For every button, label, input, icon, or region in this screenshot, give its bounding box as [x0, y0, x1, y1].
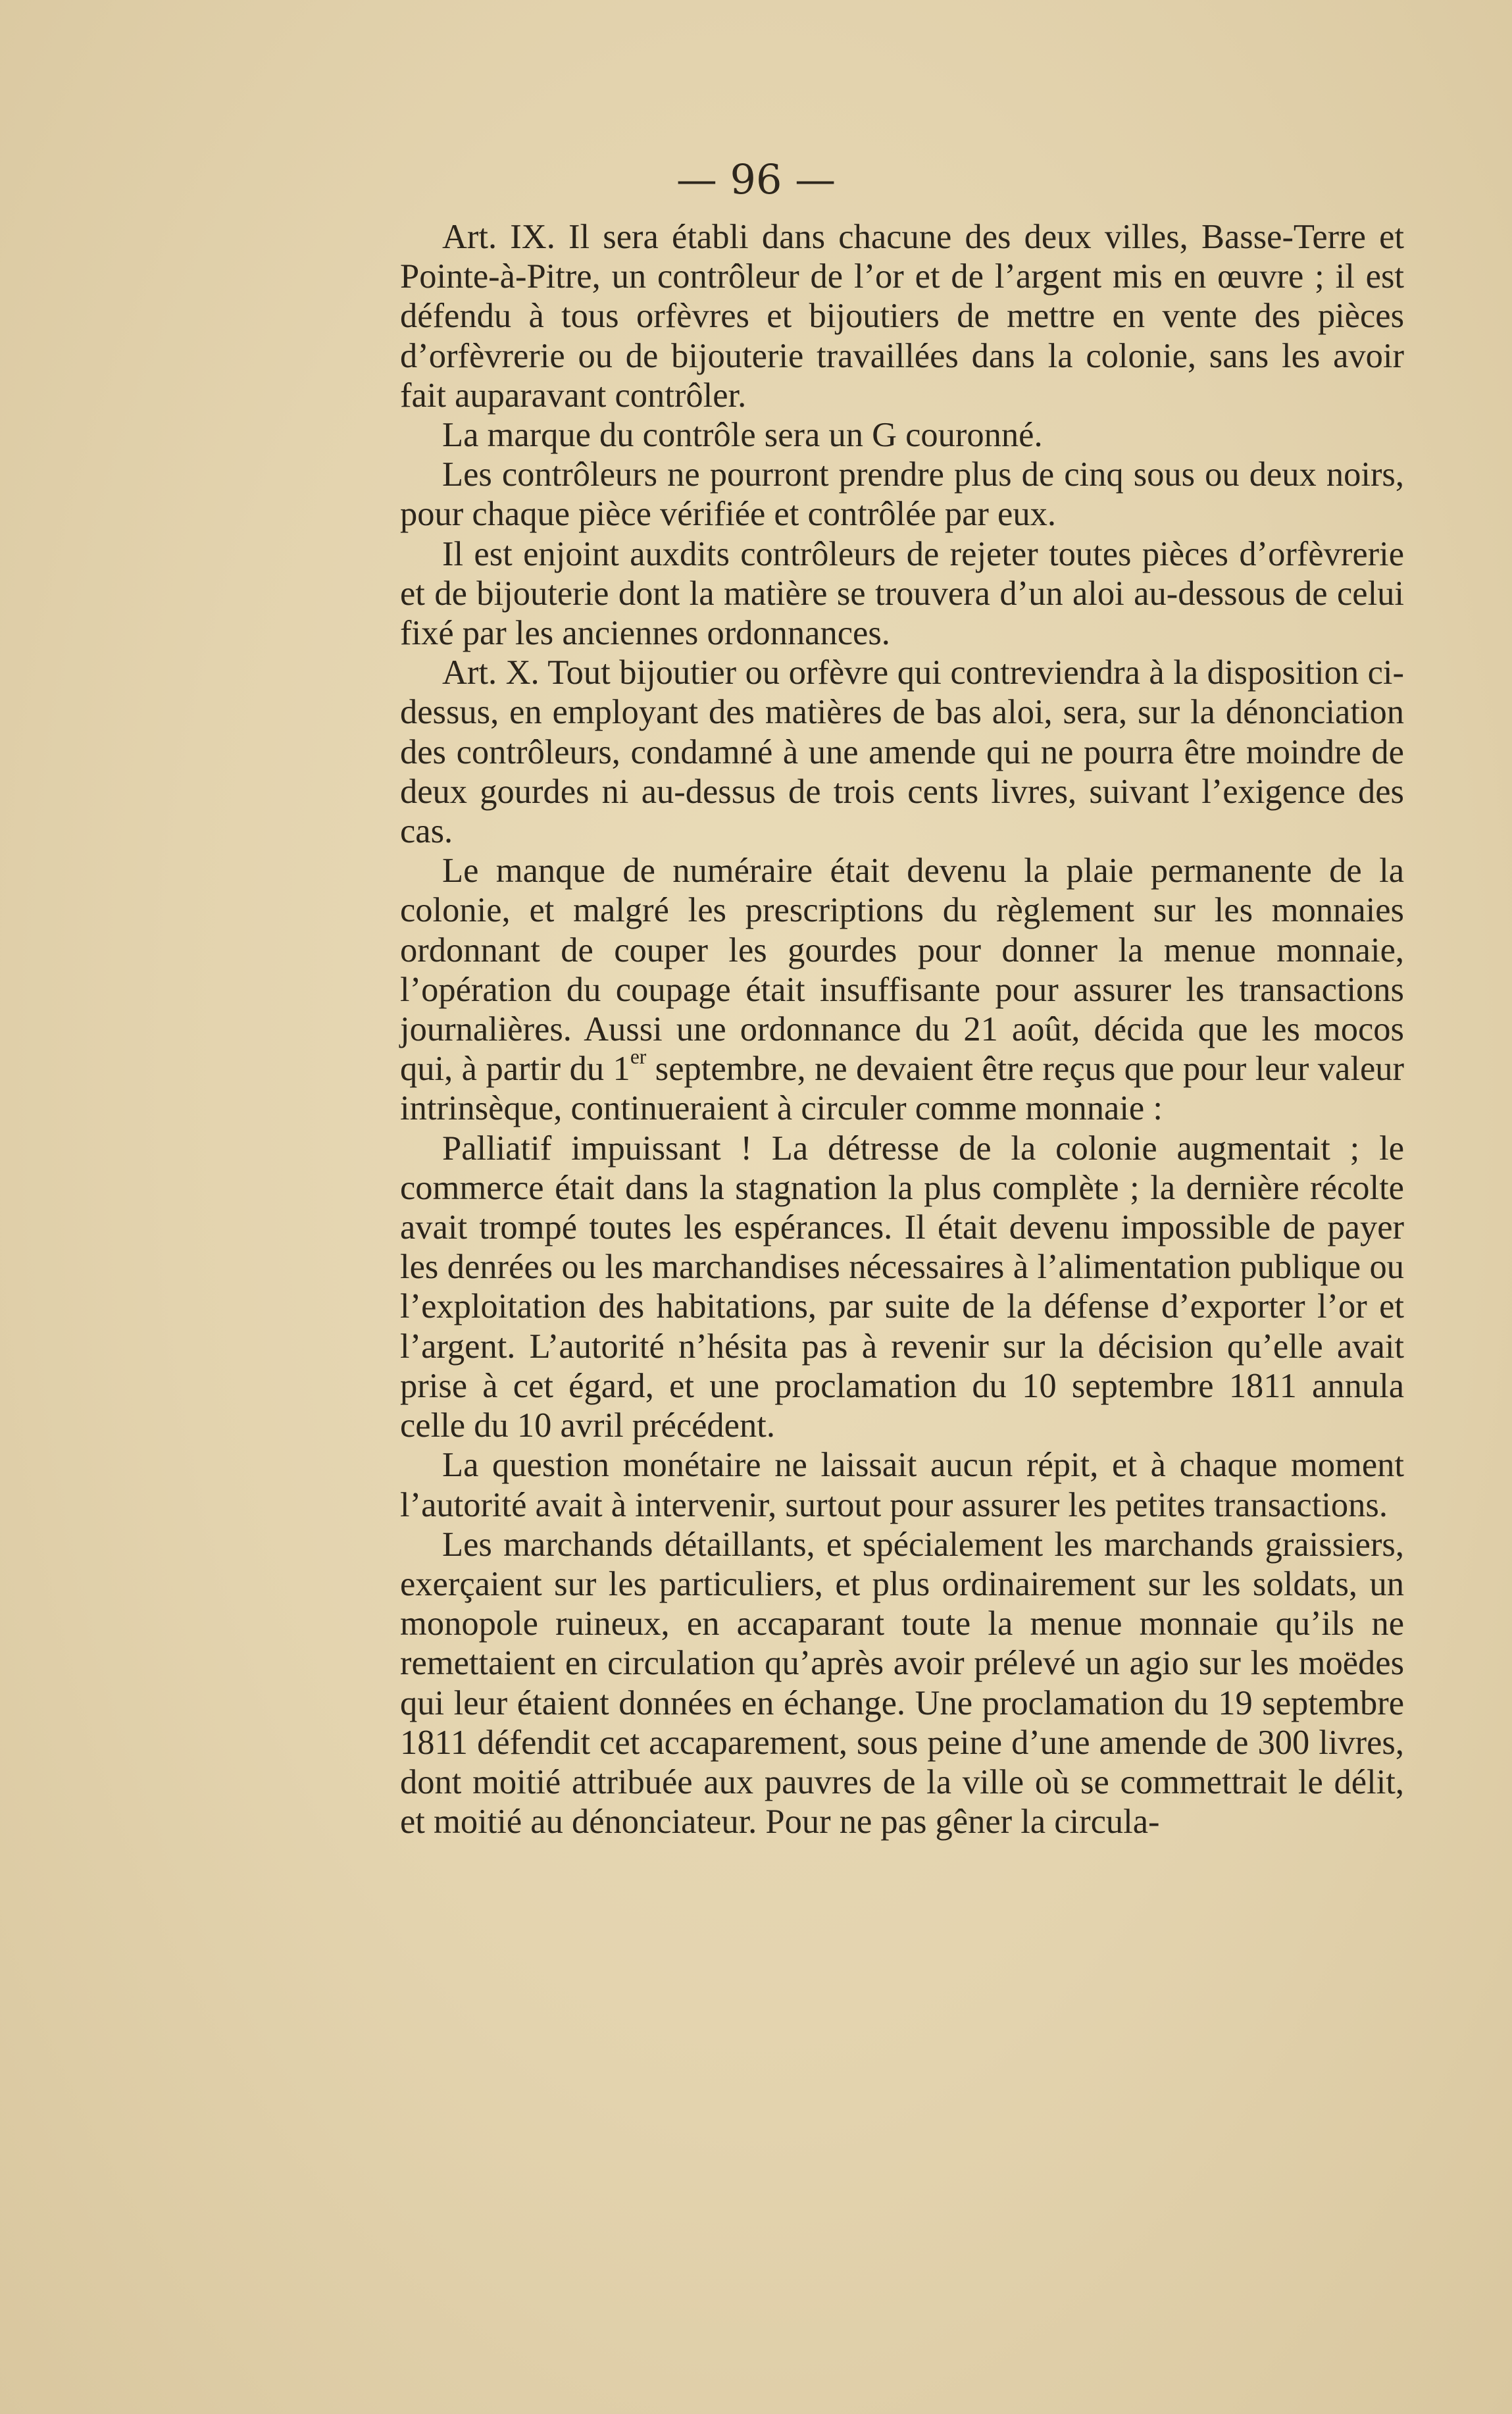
paragraph-palliatif: Palliatif impuissant ! La détresse de la colonie augmentait ; le commerce était dans la stagnation la plus complète ; la dernière récolte avait trompé toutes les espérances. Il était devenu impossible de payer les denrées ou les marchandises nécessaires à l’alimentation publique ou l’exploitation des habitations, par suite de la défense d’exporter l’or et l’argent. L’autorité n’hésita pas à revenir sur la décision qu’elle avait prise à cet égard, et une proclamation du 10 septembre 1811 annula celle du 10 avril précédent.	[400, 1129, 1404, 1445]
paragraph-art-9: Art. IX. Il sera établi dans chacune des deux villes, Basse-Terre et Pointe-à-Pitre, un contrôleur de l’or et de l’argent mis en œuvre ; il est défendu à tous orfèvres et bijoutiers de mettre en vente des pièces d’orfèvrerie ou de bijouterie travaillées dans la colonie, sans les avoir fait auparavant contrôler.	[400, 218, 1404, 415]
paragraph-question-monetaire: La question monétaire ne laissait aucun répit, et à chaque moment l’autorité avait à intervenir, surtout pour assurer les petites transactions.	[400, 1446, 1404, 1524]
paragraph-numeraire-text-start: Le manque de numéraire était devenu la plaie permanente de la colonie, et malgré les prescriptions du règlement sur les monnaies ordonnant de couper les gourdes pour donner la menue monnaie, l’opération du coupage était insuffisante pour assurer les transactions journalières. Aussi une ordonnance du 21 août, décida que les mocos qui, à partir du 1	[400, 852, 1404, 1089]
paragraph-controleurs-rejet: Il est enjoint auxdits contrôleurs de rejeter toutes pièces d’orfèvrerie et de bijouterie dont la matière se trouvera d’un aloi au-dessous de celui fixé par les anciennes ordonnances.	[400, 534, 1404, 653]
paragraph-marchands: Les marchands détaillants, et spécialement les marchands graissiers, exerçaient sur les particuliers, et plus ordinairement sur les soldats, un monopole ruineux, en accaparant toute la menue monnaie qu’ils ne remettaient en circulation qu’après avoir prélevé un agio sur les moëdes qui leur étaient données en échange. Une proclamation du 19 septembre 1811 défendit cet accaparement, sous peine d’une amende de 300 livres, dont moitié attribuée aux pauvres de la ville où se commettrait le délit, et moitié au dénonciateur. Pour ne pas gêner la circula-	[400, 1525, 1404, 1841]
paragraph-art-10: Art. X. Tout bijoutier ou orfèvre qui contreviendra à la disposition ci-dessus, en employant des matières de bas aloi, sera, sur la dénonciation des contrôleurs, condamné à une amende qui ne pourra être moindre de deux gourdes ni au-dessus de trois cents livres, suivant l’exigence des cas.	[400, 654, 1404, 851]
page-number: — 96 —	[676, 155, 836, 203]
superscript-er: er	[630, 1045, 647, 1069]
paragraph-controleurs-tarif: Les contrôleurs ne pourront prendre plus de cinq sous ou deux noirs, pour chaque pièce vérifiée et contrôlée par eux.	[400, 455, 1404, 534]
paragraph-numeraire	[400, 851, 1404, 1128]
body-text	[400, 217, 1404, 1841]
paragraph-numeraire-text-end: septembre, ne devaient être reçus que pour leur valeur intrinsèque, continueraient à circuler comme monnaie :	[400, 1050, 1404, 1128]
paragraph-marque: La marque du contrôle sera un G couronné.	[442, 416, 1043, 455]
